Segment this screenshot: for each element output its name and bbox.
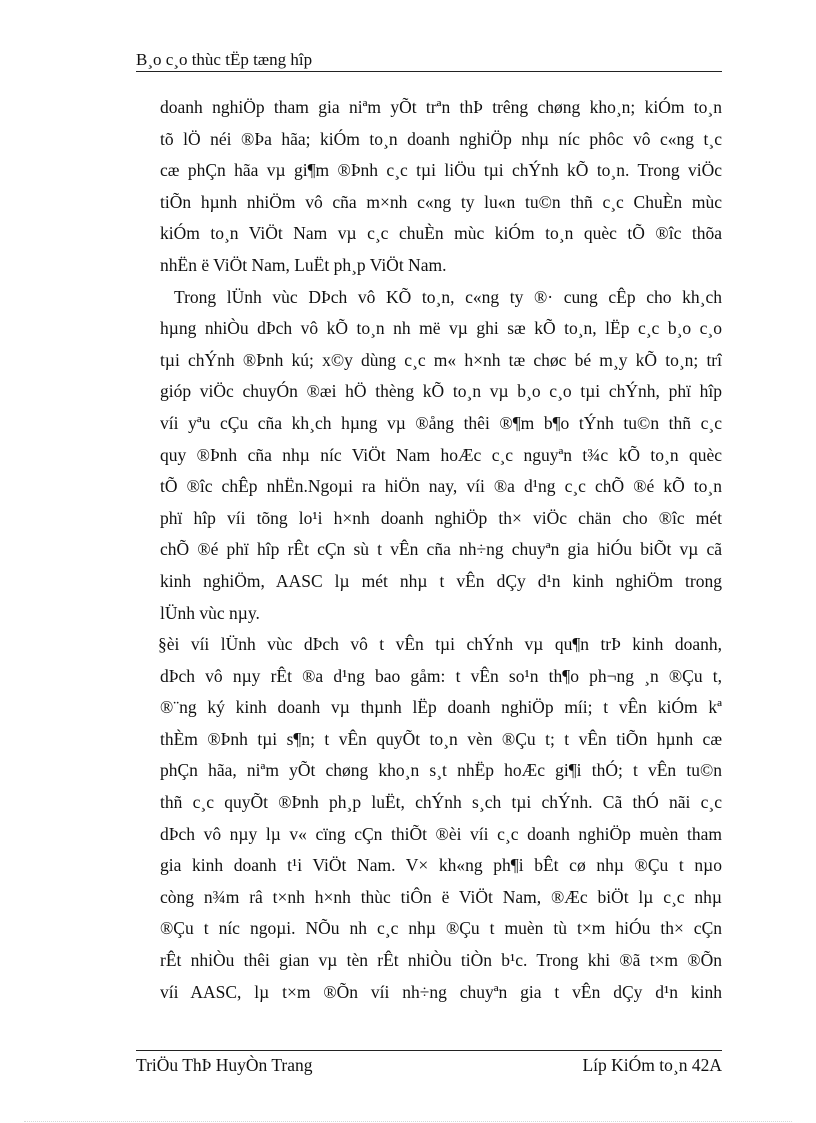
text-line: kiÓm to¸n ViÖt Nam vµ c¸c chuÈn mùc kiÓm to¸n quèc tÕ ®îc thõa — [160, 223, 722, 244]
text-line: hµng nhiÒu dÞch vô kÕ to¸n nh më vµ ghi sæ kÕ to¸n, lËp c¸c b¸o c¸o — [160, 318, 722, 339]
body-text — [160, 92, 722, 1008]
text-line: quy ®Þnh cña nhµ níc ViÖt Nam hoÆc c¸c nguyªn t¾c kÕ to¸n quèc — [160, 444, 722, 465]
text-line: víi yªu cÇu cña kh¸ch hµng vµ ®ång thêi ®¶m b¶o tÝnh tu©n thñ c¸c — [160, 412, 722, 433]
text-line: doanh nghiÖp tham gia niªm yÕt trªn thÞ trêng chøng kho¸n; kiÓm to¸n — [160, 97, 722, 117]
text-line: rÊt nhiÒu thêi gian vµ tèn rÊt nhiÒu tiÒn b¹c. Trong khi ®ã t×m ®Õn — [160, 950, 722, 971]
footer-class: Líp KiÓm to¸n 42A — [582, 1055, 722, 1075]
text-line: còng n¾m râ t×nh h×nh thùc tiÔn ë ViÖt Nam, ®Æc biÖt lµ c¸c nhµ — [160, 886, 722, 907]
text-line: gióp viÖc chuyÓn ®æi hÖ thèng kÕ to¸n vµ b¸o c¸o tµi chÝnh, phï hîp — [160, 381, 722, 402]
footer-rule — [136, 1050, 722, 1051]
text-line: Trong lÜnh vùc DÞch vô KÕ to¸n, c«ng ty ®· cung cÊp cho kh¸ch — [174, 286, 722, 307]
text-line: thñ c¸c quyÕt ®Þnh ph¸p luËt, chÝnh s¸ch tµi chÝnh. Cã thÓ nãi c¸c — [160, 792, 722, 813]
footer-author: TriÖu ThÞ HuyÒn Trang — [136, 1055, 313, 1075]
text-line: ®Çu t níc ngoµi. NÕu nh c¸c nhµ ®Çu t muèn tù t×m hiÓu th× cÇn — [160, 918, 722, 939]
text-line: dÞch vô nµy lµ v« cïng cÇn thiÕt ®èi víi c¸c doanh nghiÖp muèn tham — [160, 823, 722, 844]
text-line: thÈm ®Þnh tµi s¶n; t vÊn quyÕt to¸n vèn ®Çu t; t vÊn tiÕn hµnh cæ — [160, 728, 722, 749]
text-line: cæ phÇn hãa vµ gi¶m ®Þnh c¸c tµi liÖu tµi chÝnh kÕ to¸n. Trong viÖc — [160, 160, 722, 181]
text-line: ®¨ng ký kinh doanh vµ thµnh lËp doanh nghiÖp míi; t vÊn kiÓm kª — [160, 697, 722, 718]
page-edge-divider — [24, 1121, 792, 1122]
text-line: nhËn ë ViÖt Nam, LuËt ph¸p ViÖt Nam. — [160, 254, 447, 275]
text-line: kinh nghiÖm, AASC lµ mét nhµ t vÊn dÇy d¹n kinh nghiÖm trong — [160, 570, 722, 591]
text-line: tÕ ®îc chÊp nhËn.Ngoµi ra hiÖn nay, víi ®a d¹ng c¸c chÕ ®é kÕ to¸n — [160, 476, 722, 497]
text-line: tµi chÝnh ®Þnh kú; x©y dùng c¸c m« h×nh tæ chøc bé m¸y kÕ to¸n; trî — [160, 349, 722, 370]
text-line: tiÕn hµnh nhiÖm vô cña m×nh c«ng ty lu«n tu©n thñ c¸c ChuÈn mùc — [160, 191, 722, 212]
text-line: gia kinh doanh t¹i ViÖt Nam. V× kh«ng ph¶i bÊt cø nhµ ®Çu t nµo — [160, 855, 722, 876]
text-line: lÜnh vùc nµy. — [160, 602, 260, 623]
text-line: tõ lÖ néi ®Þa hãa; kiÓm to¸n doanh nghiÖp nhµ níc phôc vô c«ng t¸c — [160, 128, 722, 149]
header-rule — [136, 71, 722, 72]
text-line: dÞch vô nµy rÊt ®a d¹ng bao gåm: t vÊn so¹n th¶o ph¬ng ¸n ®Çu t, — [160, 665, 722, 686]
text-line: chÕ ®é phï hîp rÊt cÇn sù t vÊn cña nh÷ng chuyªn gia hiÓu biÕt vµ cã — [160, 539, 722, 560]
text-line: phï hîp víi tõng lo¹i h×nh doanh nghiÖp th× viÖc chän cho ®îc mét — [160, 507, 722, 528]
running-header: B¸o c¸o thùc tËp tæng hîp — [136, 50, 313, 69]
text-line: §èi víi lÜnh vùc dÞch vô t vÊn tµi chÝnh vµ qu¶n trÞ kinh doanh, — [158, 634, 722, 655]
text-line: phÇn hãa, niªm yÕt chøng kho¸n s¸t nhËp hoÆc gi¶i thÓ; t vÊn tu©n — [160, 760, 722, 781]
text-line: víi AASC, lµ t×m ®Õn víi nh÷ng chuyªn gia t vÊn dÇy d¹n kinh — [160, 981, 722, 1002]
